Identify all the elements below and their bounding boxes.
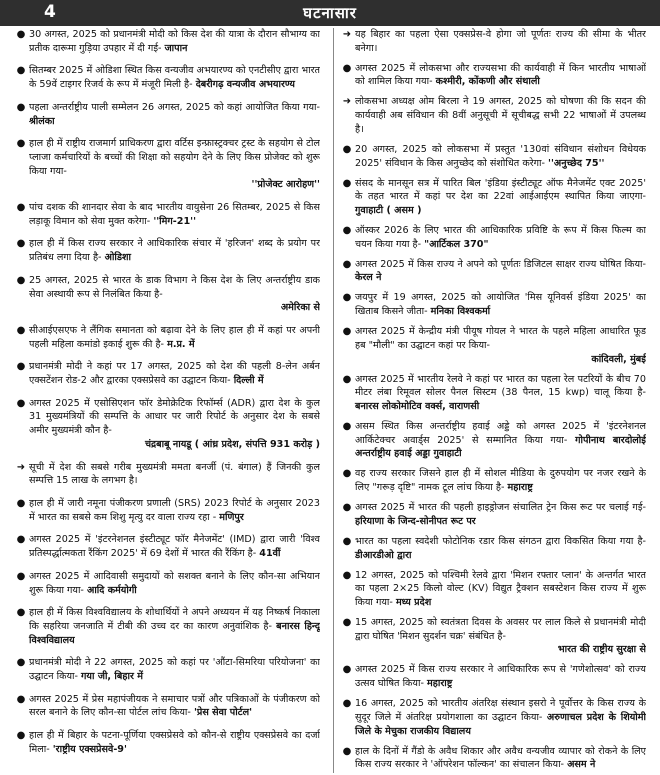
question-item	[15, 570, 320, 597]
question-text: अगस्त 2025 में किस राज्य ने अपने को पूर्णतः डिजिटल साक्षर राज्य घोषित किया-	[355, 258, 646, 270]
question-item	[341, 62, 646, 89]
bullet-icon: ●	[16, 534, 26, 546]
question-text: अगस्त 2025 में आदिवासी समुदायों को सशक्त बनाने के लिए कौन-सा अभियान शुरू किया गया-	[29, 570, 320, 596]
question-text: हाल ही में किस राज्य सरकार ने आधिकारिक संचार में 'हरिजन' शब्द के प्रयोग पर प्रतिबंध लगा दिया है-	[29, 238, 320, 264]
question-item	[341, 745, 646, 772]
bullet-icon: ●	[16, 361, 26, 373]
question-item	[15, 101, 320, 128]
question-item	[341, 177, 646, 218]
answer-text: कश्मीरी, कोंकणी और संथाली	[435, 76, 540, 88]
answer-text: ''मिग-21''	[153, 215, 197, 227]
column-divider	[333, 28, 334, 773]
question-text: अगस्त 2025 में किस राज्य सरकार ने आधिकारिक रूप से 'गणेशोत्सव' को राज्य उत्सव घोषित किया-	[355, 664, 646, 690]
answer-text: मध्य प्रदेश	[395, 596, 432, 608]
answer-text: 'राष्ट्रीय एक्सप्रेसवे-9'	[52, 743, 127, 755]
bullet-icon: ●	[16, 607, 26, 619]
right-column	[341, 28, 646, 773]
bullet-icon: ●	[342, 326, 352, 338]
question-item	[341, 28, 646, 55]
answer-text: महाराष्ट्र	[427, 678, 453, 690]
bullet-icon: ●	[16, 324, 26, 336]
bullet-icon: ●	[16, 202, 26, 214]
question-text: हाल ही में बिहार के पटना-पूर्णिया एक्सप्रेसवे को कौन-से राष्ट्रीय एक्सप्रेसवे का दर्जा मिला-	[29, 730, 320, 755]
question-item	[341, 143, 646, 170]
bullet-icon: ●	[16, 497, 26, 509]
question-text: हाल ही में जारी नमूना पंजीकरण प्रणाली (SRS) 2023 रिपोर्ट के अनुसार 2023 में भारत का सबसे कम शिशु मृत्यु दर वाला राज्य रहा -	[29, 497, 320, 523]
question-text: सीआईएसएफ ने लैंगिक समानता को बढ़ावा देने के लिए हाल ही में कहां पर अपनी पहली महिला कमांडो इकाई शुरू की है-	[29, 324, 320, 350]
question-item	[15, 324, 320, 351]
question-text: पहला अन्तर्राष्ट्रीय पाली सम्मेलन 26 अगस्त, 2025 को कहां आयोजित किया गया-	[29, 101, 320, 113]
question-item	[341, 373, 646, 414]
answer-text: ''अनुच्छेद 75''	[548, 157, 605, 169]
answer-text: हरियाणा के जिन्द-सोनीपत रूट पर	[355, 515, 476, 527]
bullet-icon: ●	[342, 664, 352, 676]
page-number: 4	[44, 2, 56, 22]
question-text: 15 अगस्त, 2025 को स्वतंत्रता दिवस के अवसर पर लाल किले से प्रधानमंत्री मोदी द्वारा घोषित 'मिशन सुदर्शन चक्र' संबंधित है-	[355, 617, 646, 642]
bullet-icon: ●	[342, 292, 352, 304]
answer-text: 41वीं	[259, 548, 281, 560]
bullet-icon: ●	[342, 177, 352, 189]
question-text: सितम्बर 2025 में ओडिशा स्थित किस वन्यजीव अभयारण्य को एनटीसीए द्वारा भारत के 59वें टाइगर रिजर्व के रूप में मंजूरी मिली है-	[29, 65, 320, 91]
answer-text: गुवाहाटी ( असम )	[355, 204, 422, 216]
answer-text: म.प्र. में	[167, 338, 195, 350]
question-text: सूची में देश की सबसे गरीब मुख्यमंत्री ममता बनर्जी (पं. बंगाल) हैं जिनकी कुल सम्पत्ति 15 लाख के लगभग है।	[29, 461, 320, 487]
question-text: अगस्त 2025 में लोकसभा और राज्यसभा की कार्यवाही में किन भारतीय भाषाओं को शामिल किया गया-	[355, 62, 646, 88]
bullet-icon: ●	[342, 569, 352, 581]
answer-text: ओडिशा	[104, 252, 132, 264]
content-columns	[0, 28, 660, 773]
answer-text: चंद्रबाबू नायडू ( आंध्र प्रदेश, संपत्ति 931 करोड़ )	[144, 438, 320, 450]
answer-text: गोपीनाथ बारदोलोई अन्तर्राष्ट्रीय हवाई अड्डा गुवाहाटी	[355, 434, 646, 460]
question-text: यह बिहार का पहला ऐसा एक्सप्रेस-वे होगा जो पूर्णतः राज्य की सीमा के भीतर बनेगा।	[355, 29, 646, 54]
question-text: 20 अगस्त, 2025 को लोकसभा में प्रस्तुत '130वां संविधान संशोधन विधेयक 2025' संविधान के किस अनुच्छेद को संशोधित करेगा-	[355, 143, 646, 169]
question-text: 12 अगस्त, 2025 को पश्चिमी रेलवे द्वारा 'मिशन रफ्तार प्लान' के अन्तर्गत भारत का पहला 2×25 किलो वोल्ट (KV) विद्युत ट्रैक्शन सबस्टेशन किस राज्य में शुरू किया गया-	[355, 569, 646, 608]
question-text: भारत का पहला स्वदेशी फोटोनिक रडार किस संगठन द्वारा विकसित किया गया है-	[355, 535, 646, 547]
question-item	[15, 461, 320, 488]
question-text: प्रधानमंत्री मोदी ने कहां पर 17 अगस्त, 2025 को देश की पहली 8-लेन अर्बन एक्सटेंशन रोड-2 और द्वारका एक्सप्रेसवे का उद्घाटन किया-	[29, 361, 320, 387]
arrow-bullet-icon: ➜	[342, 29, 352, 40]
question-item	[15, 137, 320, 192]
answer-text: आदि कर्मयोगी	[86, 584, 137, 596]
question-text: 16 अगस्त, 2025 को भारतीय अंतरिक्ष संस्थान इसरो ने पूर्वोत्तर के किस राज्य के सुदूर जिले में अंतरिक्ष प्रयोगशाला का उद्घाटन किया-	[355, 698, 646, 723]
answer-text: ''प्रोजेक्ट आरोहण''	[251, 179, 320, 191]
answer-text: अरुणाचल प्रदेश के शियोमी जिले के मेचुका राजकीय विद्यालय	[355, 711, 646, 737]
answer-text: श्रीलंका	[29, 115, 55, 127]
question-item	[341, 224, 646, 251]
bullet-icon: ●	[342, 373, 352, 385]
bullet-icon: ●	[342, 698, 352, 710]
question-text: पांच दशक की शानदार सेवा के बाद भारतीय वायुसेना 26 सितम्बर, 2025 से किस लड़ाकू विमान को सेवा मुक्त करेगा-	[29, 202, 320, 227]
question-item	[341, 535, 646, 562]
page-title: घटनासार	[303, 4, 357, 22]
question-text: अगस्त 2025 में एसोसिएशन फॉर डेमोक्रेटिक रिफॉर्म्स (ADR) द्वारा देश के कुल 31 मुख्यमंत्रियों की सम्पत्ति के आधार पर जारी रिपोर्ट के अनुसार देश के सबसे अमीर मुख्यमंत्री कौन है-	[29, 397, 320, 437]
bullet-icon: ●	[16, 730, 26, 742]
question-item	[15, 397, 320, 452]
question-item	[15, 201, 320, 228]
question-item	[341, 467, 646, 494]
bullet-icon: ●	[342, 468, 352, 480]
answer-text: जापान	[164, 42, 188, 54]
question-item	[341, 501, 646, 528]
bullet-icon: ●	[342, 258, 352, 270]
question-item	[15, 606, 320, 647]
question-item	[15, 693, 320, 720]
answer-text: भारत की राष्ट्रीय सुरक्षा से	[557, 644, 646, 656]
question-item	[15, 64, 320, 91]
bullet-icon: ●	[342, 62, 352, 74]
question-text: जयपुर में 19 अगस्त, 2025 को आयोजित 'मिस यूनिवर्स इंडिया 2025' का खिताब किसने जीता-	[355, 292, 646, 318]
question-text: ऑस्कर 2026 के लिए भारत की आधिकारिक प्रविष्टि के रूप में किस फिल्म का चयन किया गया है-	[355, 225, 646, 250]
bullet-icon: ●	[16, 693, 26, 705]
answer-text: दिल्ली में	[233, 375, 264, 387]
question-text: अगस्त 2025 में 'इंटरनेशनल इंस्टीट्यूट फॉर मैनेजमेंट' (IMD) द्वारा जारी 'विश्व प्रतिस्पर्द्धात्मकता रैंकिंग 2025' में 69 देशों में भारत की रैंकिंग है-	[29, 534, 320, 560]
answer-text: डीआरडीओ द्वारा	[355, 549, 412, 561]
bullet-icon: ●	[16, 274, 26, 286]
answer-text: बनारस लोकोमोटिव वर्क्स, वाराणसी	[355, 400, 480, 412]
question-item	[341, 697, 646, 738]
question-text: वह राज्य सरकार जिसने हाल ही में सोशल मीडिया के दुरुपयोग पर नजर रखने के लिए "गरूड़ दृष्टि" नामक टूल लांच किया है-	[355, 468, 646, 494]
bullet-icon: ●	[16, 65, 26, 77]
answer-text: 'प्रेस सेवा पोर्टल'	[193, 707, 253, 719]
question-item	[15, 274, 320, 315]
question-item	[341, 95, 646, 136]
question-item	[341, 616, 646, 657]
question-text: अगस्त 2025 में भारतीय रेलवे ने कहां पर भारत का पहला रेल पटरियों के बीच 70 मीटर लंबा रिमूवल सोलर पैनल सिस्टम (38 पैनल, 15 kwp) चालू किया है-	[355, 373, 646, 399]
question-item	[341, 420, 646, 461]
question-text: हाल ही में राष्ट्रीय राजमार्ग प्राधिकरण द्वारा वर्टिस इन्फ्रास्ट्रक्चर ट्रस्ट के सहयोग से टोल प्लाजा कर्मचारियों के बच्चों की शिक्षा को सहयोग देने के लिए किस प्रोजेक्ट को शुरू किया गया-	[29, 138, 320, 177]
question-item	[15, 497, 320, 524]
bullet-icon: ●	[342, 745, 352, 757]
bullet-icon: ●	[342, 225, 352, 236]
left-column	[15, 28, 320, 773]
question-item	[341, 325, 646, 366]
arrow-bullet-icon: ➜	[342, 96, 352, 108]
bullet-icon: ●	[16, 138, 26, 150]
question-item	[341, 663, 646, 690]
question-item	[15, 729, 320, 756]
arrow-bullet-icon: ➜	[16, 461, 26, 473]
question-item	[15, 533, 320, 560]
question-text: अगस्त 2025 में केन्द्रीय मंत्री पीयूष गोयल ने भारत के पहले महिला आधारित फूड हब "मौली" का उद्घाटन कहां पर किया-	[355, 326, 646, 351]
question-item	[15, 360, 320, 387]
answer-text: "आर्टिकल 370"	[424, 238, 489, 250]
question-item	[15, 28, 320, 55]
bullet-icon: ●	[16, 238, 26, 250]
bullet-icon: ●	[16, 570, 26, 582]
answer-text: महाराष्ट्र	[507, 482, 533, 494]
question-item	[341, 291, 646, 318]
page-header	[0, 0, 660, 26]
bullet-icon: ●	[16, 397, 26, 409]
answer-text: कांदिवली, मुंबई	[591, 353, 646, 365]
bullet-icon: ●	[342, 535, 352, 547]
question-text: अगस्त 2025 में भारत की पहली हाइड्रोजन संचालित ट्रेन किस रूट पर चलाई गई-	[355, 502, 646, 514]
question-text: संसद के मानसून सत्र में पारित बिल 'इंडिया इंस्टीट्यूट ऑफ मैनेजमेंट एक्ट 2025' के तहत भारत में कहां पर देश का 22वां आईआईएम स्थापित किया जाएगा-	[355, 177, 646, 203]
question-item	[15, 237, 320, 264]
question-text: हाल ही में किस विश्वविद्यालय के शोधार्थियों ने अपने अध्ययन में यह निष्कर्ष निकाला कि सहरिया जनजाति में टीबी की उच्च दर का कारण अनुवांशिक है-	[29, 607, 320, 632]
answer-text: बनारस हिन्दू विश्वविद्यालय	[29, 620, 320, 646]
question-item	[341, 258, 646, 285]
bullet-icon: ●	[342, 143, 352, 155]
question-text: असम स्थित किस अन्तर्राष्ट्रीय हवाई अड्डे को अगस्त 2025 में 'इंटरनेशनल आर्किटेक्चर अवार्ड्स 2025' से सम्मानित किया गया-	[355, 421, 646, 446]
answer-text: देबरीगढ़ वन्यजीव अभयारण्य	[195, 79, 295, 91]
question-item	[15, 656, 320, 683]
bullet-icon: ●	[16, 29, 26, 40]
bullet-icon: ●	[342, 617, 352, 628]
bullet-icon: ●	[16, 101, 26, 113]
bullet-icon: ●	[342, 421, 352, 432]
question-text: 30 अगस्त, 2025 को प्रधानमंत्री मोदी को किस देश की यात्रा के दौरान सौभाग्य का प्रतीक दारूमा गुड़िया उपहार में दी गई-	[29, 29, 320, 54]
question-text: 25 अगस्त, 2025 से भारत के डाक विभाग ने किस देश के लिए अन्तर्राष्ट्रीय डाक सेवा अस्थायी रूप से निलंबित किया है-	[29, 274, 320, 300]
question-text: अगस्त 2025 में प्रेस महापंजीयक ने समाचार पत्रों और पत्रिकाओं के पंजीकरण को सरल बनाने के लिए कौन-सा पोर्टल लांच किया-	[29, 693, 320, 719]
question-item	[341, 569, 646, 610]
answer-text: असम ने	[567, 759, 596, 771]
answer-text: मणिपुर	[219, 511, 244, 523]
bullet-icon: ●	[16, 657, 26, 669]
question-text: हाल के दिनों में गैंडो के अवैध शिकार और अवैध वन्यजीव व्यापार को रोकने के लिए किस राज्य सरकार ने 'ऑपरेशन फॉल्कन' का संचालन किया-	[355, 745, 646, 771]
answer-text: मनिका विश्वकर्मा	[430, 306, 491, 318]
question-text: लोकसभा अध्यक्ष ओम बिरला ने 19 अगस्त, 2025 को घोषणा की कि सदन की कार्यवाही अब संविधान की 8वीं अनुसूची में सूचीबद्ध सभी 22 भाषाओं में उपलब्ध है।	[355, 96, 646, 135]
answer-text: केरल ने	[355, 272, 382, 284]
answer-text: गया जी, बिहार में	[81, 671, 143, 683]
answer-text: अमेरिका से	[280, 302, 320, 314]
question-text: प्रधानमंत्री मोदी ने 22 अगस्त, 2025 को कहां पर 'औंटा-सिमरिया परियोजना' का उद्घाटन किया-	[29, 657, 320, 683]
bullet-icon: ●	[342, 502, 352, 514]
